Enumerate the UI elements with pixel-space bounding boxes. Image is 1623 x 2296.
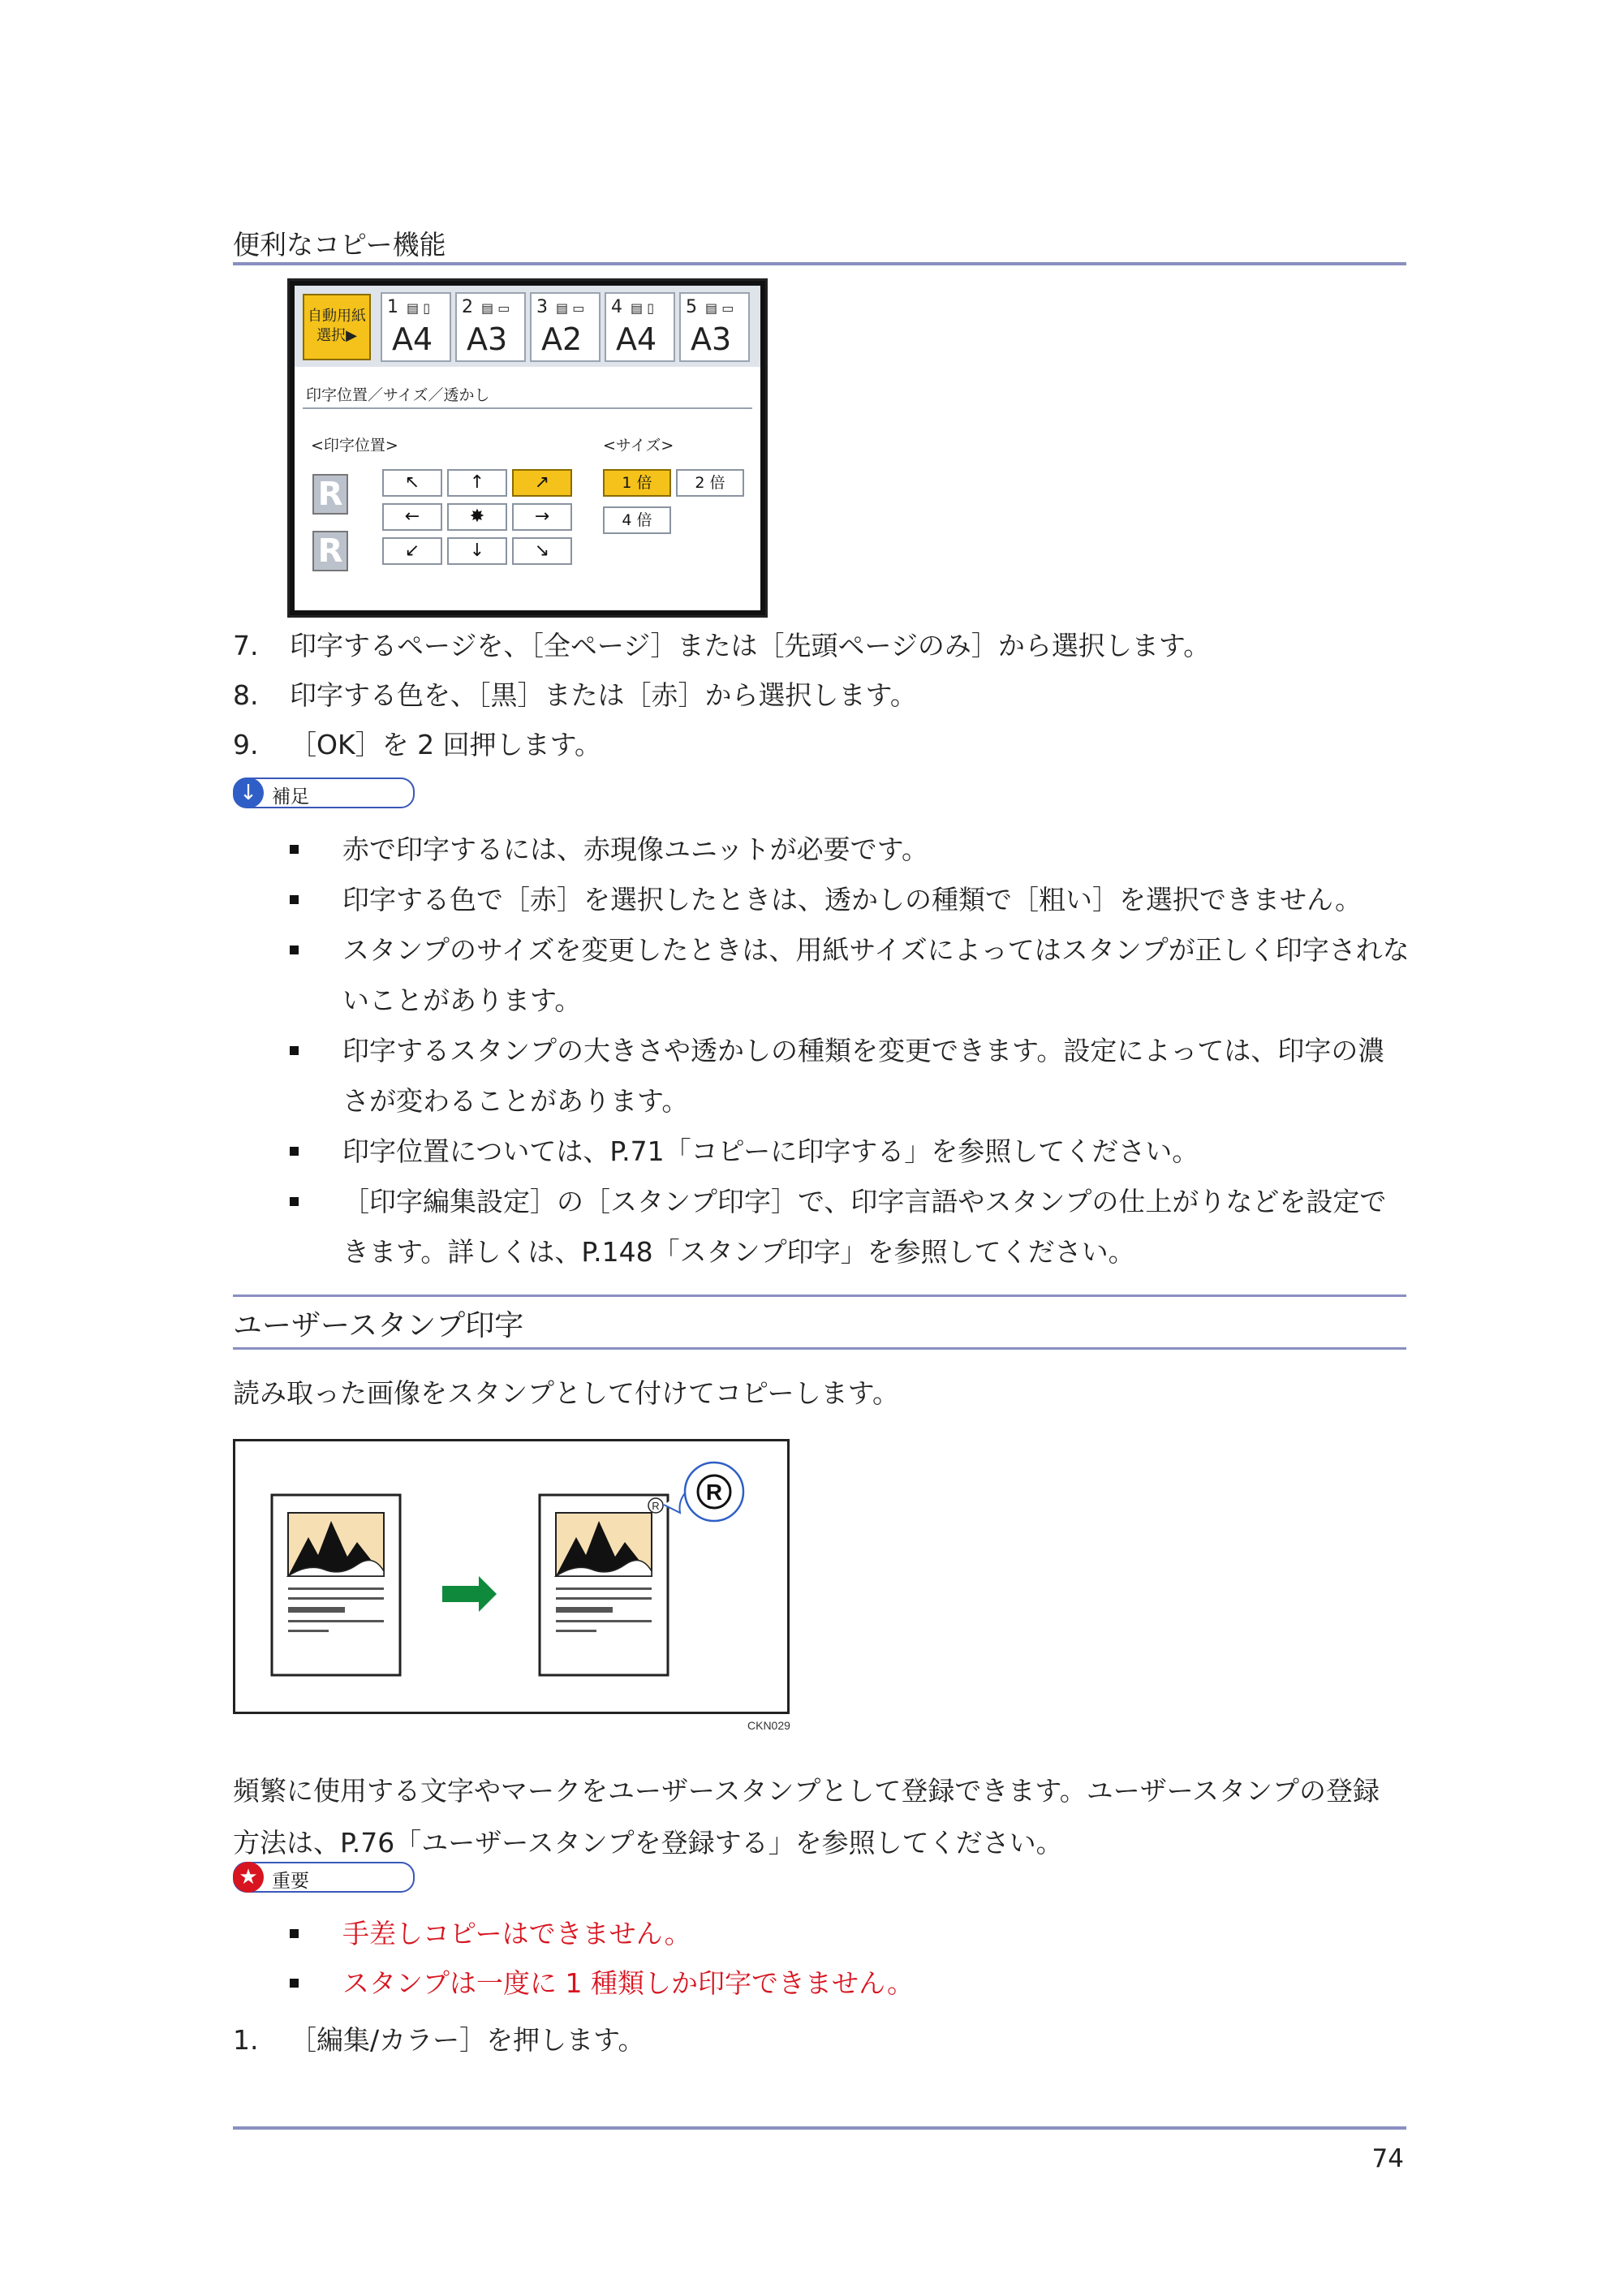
step-number: 9.: [233, 729, 259, 760]
important-badge-label: 重要: [272, 1871, 309, 1892]
note-item: 赤で印字するには、赤現像ユニットが必要です。: [290, 825, 1410, 875]
section-intro: 読み取った画像をスタンプとして付けてコピーします。: [233, 1377, 900, 1409]
stamp-preview-bottom-icon: R: [312, 531, 348, 571]
position-right-button[interactable]: →: [512, 503, 572, 531]
step-number: 1.: [233, 2024, 259, 2056]
auto-paper-select-button[interactable]: 自動用紙選択▶: [303, 294, 371, 360]
note-item: 印字する色で［赤］を選択したときは、透かしの種類で［粗い］を選択できません。: [290, 875, 1410, 925]
large-stamp-mark: R: [705, 1480, 723, 1505]
bullet-marker: [290, 946, 299, 954]
paper-icon: ▤ ▯: [631, 300, 655, 316]
panel-divider: [303, 407, 752, 409]
page-header-title: 便利なコピー機能: [233, 229, 446, 261]
note-badge: [233, 778, 415, 808]
bullet-marker: [290, 1046, 299, 1055]
paper-icon: ▤ ▭: [705, 300, 734, 316]
position-label: <印字位置>: [311, 437, 398, 454]
bullet-marker: [290, 845, 299, 854]
paper-icon: ▤ ▭: [481, 300, 510, 316]
size-2x-button[interactable]: 2 倍: [676, 469, 744, 497]
important-item: 手差しコピーはできません。: [290, 1909, 1410, 1959]
step-9: [233, 724, 601, 762]
footer-rule: [233, 2126, 1406, 2130]
figure-code: CKN029: [747, 1719, 790, 1732]
tray-button-2[interactable]: [455, 292, 526, 362]
position-left-button[interactable]: ←: [382, 503, 442, 531]
paper-icon: ▤ ▭: [556, 300, 585, 316]
bullet-marker: [290, 1147, 299, 1156]
bullet-marker: [290, 895, 299, 904]
note-item: 印字位置については、P.71「コピーに印字する」を参照してください。: [290, 1126, 1410, 1177]
tray-size: A3: [691, 321, 732, 357]
tray-size: A2: [541, 321, 583, 357]
star-icon: ★: [233, 1862, 264, 1893]
tray-number: 3: [536, 297, 548, 317]
panel-screen-title: 印字位置／サイズ／透かし: [306, 386, 490, 404]
bullet-marker: [290, 1979, 299, 1988]
position-center-button[interactable]: ✸: [447, 503, 507, 531]
step-8: [233, 674, 917, 713]
tray-number: 5: [686, 297, 697, 317]
step-text: ［編集/カラー］を押します。: [290, 2024, 645, 2056]
section-rule-top: [233, 1294, 1406, 1297]
step-7: [233, 625, 1210, 663]
section-body: 頻繁に使用する文字やマークをユーザースタンプとして登録できます。ユーザースタンプの登録方法は、P.76「ユーザースタンプを登録する」を参照してください。: [233, 1775, 1380, 1859]
section-rule-bottom: [233, 1347, 1406, 1350]
stamp-preview-top-icon: R: [312, 474, 348, 515]
small-stamp-mark: R: [652, 1500, 660, 1512]
tray-size: A3: [467, 321, 508, 357]
tray-button-4[interactable]: [605, 292, 675, 362]
arrow-down-icon: ↓: [233, 778, 264, 808]
position-top-left-button[interactable]: ↖: [382, 469, 442, 497]
paper-tray-row: [295, 286, 760, 367]
size-4x-button[interactable]: 4 倍: [603, 506, 671, 534]
step-number: 8.: [233, 679, 259, 711]
size-label: <サイズ>: [603, 437, 674, 454]
tray-button-5[interactable]: [679, 292, 750, 362]
tray-size: A4: [616, 321, 657, 357]
stamp-illustration: [233, 1439, 790, 1714]
tray-button-3[interactable]: [530, 292, 601, 362]
position-bottom-button[interactable]: ↓: [447, 537, 507, 565]
section-title: ユーザースタンプ印字: [233, 1309, 524, 1342]
note-item: スタンプのサイズを変更したときは、用紙サイズによってはスタンプが正しく印字されないことがあります。: [290, 925, 1410, 1026]
important-badge: [233, 1862, 415, 1893]
header-rule: [233, 262, 1406, 265]
tray-number: 1: [387, 297, 398, 317]
tray-number: 4: [611, 297, 622, 317]
step-text: ［OK］を 2 回押します。: [290, 729, 601, 760]
tray-number: 2: [462, 297, 473, 317]
important-item: スタンプは一度に 1 種類しか印字できません。: [290, 1958, 1410, 2009]
position-top-button[interactable]: ↑: [447, 469, 507, 497]
paper-icon: ▤ ▯: [407, 300, 431, 316]
size-1x-button[interactable]: 1 倍: [603, 469, 671, 497]
position-bottom-right-button[interactable]: ↘: [512, 537, 572, 565]
step-text: 印字するページを、［全ページ］または［先頭ページのみ］から選択します。: [290, 630, 1211, 661]
bullet-marker: [290, 1197, 299, 1206]
note-badge-label: 補足: [272, 786, 309, 808]
tray-button-1[interactable]: [381, 292, 451, 362]
note-item: 印字するスタンプの大きさや透かしの種類を変更できます。設定によっては、印字の濃さが変わることがあります。: [290, 1026, 1410, 1126]
position-bottom-left-button[interactable]: ↙: [382, 537, 442, 565]
position-top-right-button[interactable]: ↗: [512, 469, 572, 497]
bullet-marker: [290, 1929, 299, 1938]
step-1: [233, 2019, 644, 2057]
stamp-copy-diagram: [235, 1441, 787, 1712]
step-text: 印字する色を、［黒］または［赤］から選択します。: [290, 679, 917, 711]
tray-size: A4: [392, 321, 433, 357]
control-panel-screenshot: [287, 278, 768, 618]
note-item: ［印字編集設定］の［スタンプ印字］で、印字言語やスタンプの仕上がりなどを設定できます。詳しくは、P.148「スタンプ印字」を参照してください。: [290, 1177, 1410, 1277]
step-number: 7.: [233, 630, 259, 661]
page-number: 74: [1371, 2144, 1404, 2173]
